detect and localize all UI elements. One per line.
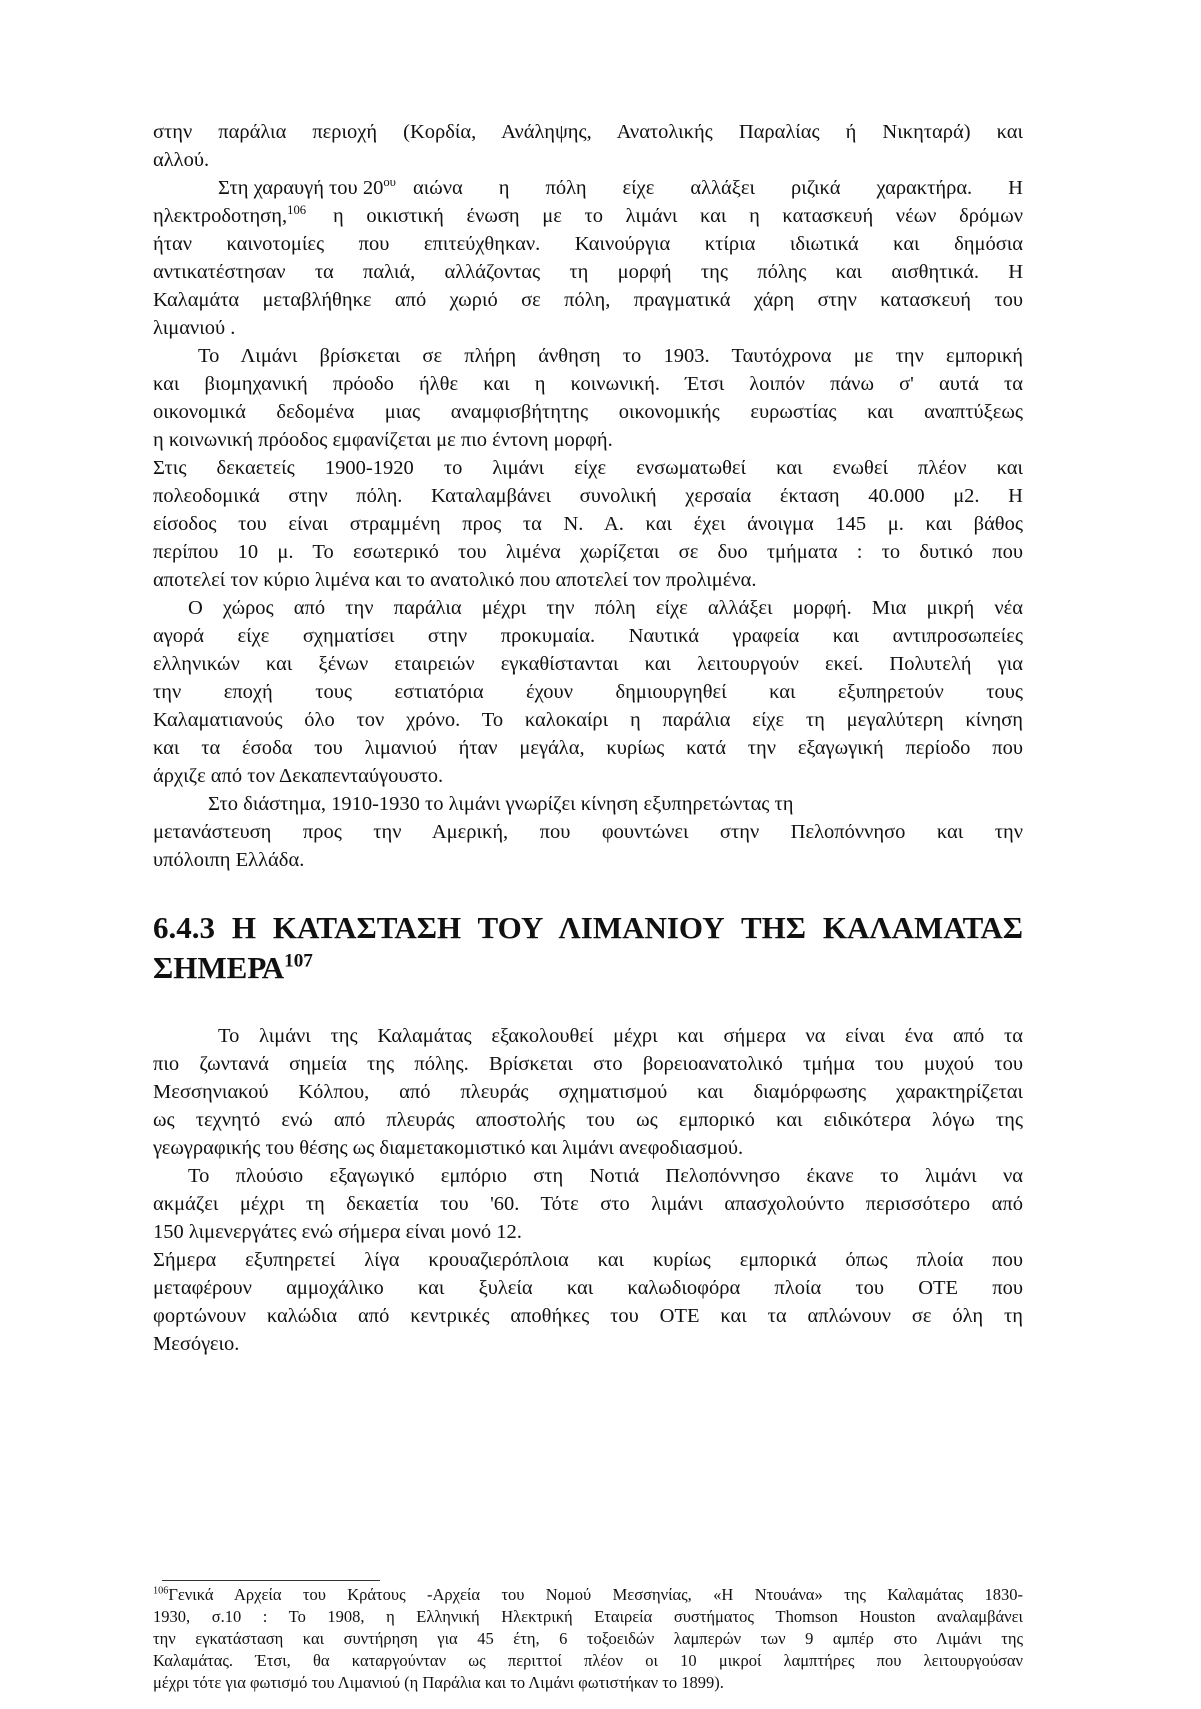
- body-line: και τα έσοδα του λιμανιού ήταν μεγάλα, κυρίως κατά την εξαγωγική περίοδο που: [153, 737, 1023, 759]
- body-line: είσοδος του είναι στραμμένη προς τα Ν. Α. και έχει άνοιγμα 145 μ. και βάθος: [153, 513, 1023, 535]
- footnote-ref-107: 107: [284, 950, 313, 972]
- footnote-106: [153, 1584, 1023, 1606]
- section-line: Το πλούσιο εξαγωγικό εμπόριο στη Νοτιά Πελοπόννησο έκανε το λιμάνι να: [188, 1165, 1023, 1187]
- section-heading-line2: [153, 948, 1028, 988]
- footnote-line: την εγκατάσταση και συντήρηση για 45 έτη, 6 τοξοειδών λαμπερών των 9 αμπέρ στο Λιμάνι της: [153, 1629, 1023, 1648]
- section-heading-word: ΣΗΜΕΡΑ: [153, 950, 285, 985]
- body-line: Στο διάστημα, 1910-1930 το λιμάνι γνωρίζει κίνηση εξυπηρετώντας τη: [208, 793, 794, 815]
- footnote-text: Γενικά Αρχεία του Κράτους -Αρχεία του Νομού Μεσσηνίας, «Η Ντουάνα» της Καλαμάτας 1830-: [168, 1585, 1023, 1604]
- body-line: αγορά είχε σχηματίσει στην προκυμαία. Ναυτικά γραφεία και αντιπροσωπείες: [153, 625, 1023, 647]
- body-line: πολεοδομικά στην πόλη. Καταλαμβάνει συνολική χερσαία έκταση 40.000 μ2. Η: [153, 485, 1023, 507]
- body-line: ήταν καινοτομίες που επιτεύχθηκαν. Καινούργια κτίρια ιδιωτικά και δημόσια: [153, 233, 1023, 255]
- body-line: περίπου 10 μ. Το εσωτερικό του λιμένα χωρίζεται σε δυο τμήματα : το δυτικό που: [153, 541, 1023, 563]
- body-line-rest: η οικιστική ένωση με το λιμάνι και η κατασκευή νέων δρόμων: [333, 205, 1023, 227]
- body-line: αλλού.: [153, 149, 210, 171]
- footnote-line: μέχρι τότε για φωτισμό του Λιμανιού (η Παράλια και το Λιμάνι φωτιστήκαν το 1899).: [153, 1673, 724, 1692]
- body-line: την εποχή τους εστιατόρια έχουν δημιουργηθεί και εξυπηρετούν τους: [153, 681, 1023, 703]
- section-heading-line1: 6.4.3 Η ΚΑΤΑΣΤΑΣΗ ΤΟΥ ΛΙΜΑΝΙΟΥ ΤΗΣ ΚΑΛΑΜΑΤΑΣ: [153, 910, 1023, 945]
- section-line: φορτώνουν καλώδια από κεντρικές αποθήκες του ΟΤΕ και τα απλώνουν σε όλη τη: [153, 1305, 1023, 1327]
- body-line: Καλαμάτα μεταβλήθηκε από χωριό σε πόλη, πραγματικά χάρη στην κατασκευή του: [153, 289, 1023, 311]
- electrification-text: ηλεκτροδοτηση,$^{106}$: [153, 203, 307, 227]
- century-text: Στη χαραυγή του $20^{o\upsilon}$: [218, 175, 396, 199]
- body-line: [153, 202, 1023, 230]
- body-line: η κοινωνική πρόοδος εμφανίζεται με πιο έντονη μορφή.: [153, 429, 613, 451]
- footnote-number: 106: [153, 1585, 169, 1597]
- footnote-line: 1930, σ.10 : Το 1908, η Ελληνική Ηλεκτρική Εταιρεία συστήματος Thomson Houston αναλαμβάνει: [153, 1607, 1023, 1626]
- body-line: αντικατέστησαν τα παλιά, αλλάζοντας τη μορφή της πόλης και αισθητικά. Η: [153, 261, 1023, 283]
- body-line: Το Λιμάνι βρίσκεται σε πλήρη άνθηση το 1903. Ταυτόχρονα με την εμπορική: [198, 345, 1023, 367]
- footnote-separator: [162, 1580, 380, 1581]
- body-line: Ο χώρος από την παράλια μέχρι την πόλη είχε αλλάξει μορφή. Μια μικρή νέα: [188, 597, 1023, 619]
- body-line: μετανάστευση προς την Αμερική, που φουντώνει στην Πελοπόννησο και την: [153, 821, 1023, 843]
- body-line: υπόλοιπη Ελλάδα.: [153, 849, 305, 871]
- section-line: μεταφέρουν αμμοχάλικο και ξυλεία και καλωδιοφόρα πλοία του ΟΤΕ που: [153, 1277, 1023, 1299]
- body-line: Στις δεκαετείς 1900-1920 το λιμάνι είχε ενσωματωθεί και ενωθεί πλέον και: [153, 457, 1023, 479]
- body-line: οικονομικά δεδομένα μιας αναμφισβήτητης οικονομικής ευρωστίας και αναπτύξεως: [153, 401, 1023, 423]
- body-line: και βιομηχανική πρόοδο ήλθε και η κοινωνική. Έτσι λοιπόν πάνω σ' αυτά τα: [153, 373, 1023, 395]
- section-line: Μεσσηνιακού Κόλπου, από πλευράς σχηματισμού και διαμόρφωσης χαρακτηρίζεται: [153, 1081, 1023, 1103]
- footnote-ref-106: 106: [287, 203, 307, 218]
- section-line: 150 λιμενεργάτες ενώ σήμερα είναι μονό 12.: [153, 1221, 522, 1243]
- section-line: ως τεχνητό ενώ από πλευράς αποστολής του ως εμπορικό και ειδικότερα λόγω της: [153, 1109, 1023, 1131]
- body-line: λιμανιού .: [153, 317, 236, 339]
- body-line: αποτελεί τον κύριο λιμένα και το ανατολικό που αποτελεί τον προλιμένα.: [153, 569, 757, 591]
- body-line: [218, 174, 1023, 202]
- section-line: Μεσόγειο.: [153, 1333, 240, 1355]
- section-line: Σήμερα εξυπηρετεί λίγα κρουαζιερόπλοια και κυρίως εμπορικά όπως πλοία που: [153, 1249, 1023, 1271]
- body-line: άρχιζε από τον Δεκαπενταύγουστο.: [153, 765, 444, 787]
- section-line: πιο ζωντανά σημεία της πόλης. Βρίσκεται στο βορειοανατολικό τμήμα του μυχού του: [153, 1053, 1023, 1075]
- body-line: Καλαματιανούς όλο τον χρόνο. Το καλοκαίρι η παράλια είχε τη μεγαλύτερη κίνηση: [153, 709, 1023, 731]
- section-line: γεωγραφικής του θέσης ως διαμετακομιστικό και λιμάνι ανεφοδιασμού.: [153, 1137, 744, 1159]
- section-heading: [153, 908, 1023, 948]
- footnote-line: Καλαμάτας. Έτσι, θα καταργούνταν ως περιττοί πλέον οι 10 μικροί λαμπτήρες που λειτουργούσαν: [153, 1651, 1023, 1670]
- section-line: ακμάζει μέχρι τη δεκαετία του '60. Τότε στο λιμάνι απασχολούντο περισσότερο από: [153, 1193, 1023, 1215]
- body-line-rest: αιώνα η πόλη είχε αλλάξει ριζικά χαρακτήρα. Η: [413, 177, 1023, 199]
- body-line: ελληνικών και ξένων εταιρειών εγκαθίστανται και λειτουργούν εκεί. Πολυτελή για: [153, 653, 1023, 675]
- section-line: Το λιμάνι της Καλαμάτας εξακολουθεί μέχρι και σήμερα να είναι ένα από τα: [218, 1025, 1023, 1047]
- body-line: στην παράλια περιοχή (Κορδία, Ανάληψης, Ανατολικής Παραλίας ή Νικηταρά) και: [153, 121, 1023, 143]
